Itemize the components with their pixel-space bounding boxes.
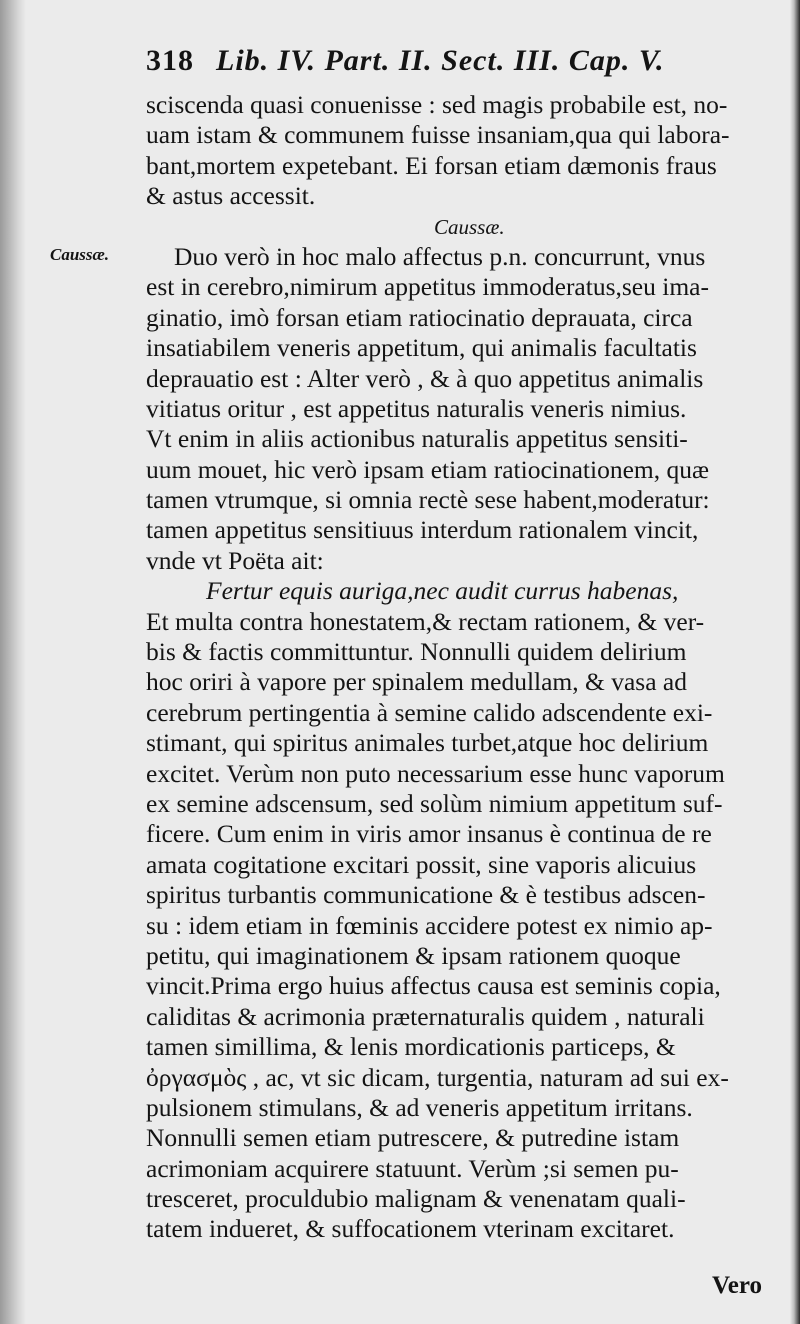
text-line: caliditas & acrimonia præternaturalis quidem , naturali (146, 1001, 705, 1031)
text-line: ὀργασμὸς , ac, vt sic dicam, turgentia, naturam ad sui ex- (146, 1062, 729, 1092)
text-line: deprauatio est : Alter verò , & à quo appetitus animalis (146, 363, 704, 393)
text-line: amata cogitatione excitari possit, sine vaporis alicuius (146, 849, 697, 879)
running-header (146, 44, 736, 78)
text-line: excitet. Verùm non puto necessarium esse hunc vaporum (146, 758, 725, 788)
text-line: ginatio, imò forsan etiam ratiocinatio deprauata, circa (146, 302, 693, 332)
text-line: acrimoniam acquirere statuunt. Verùm ;si semen pu- (146, 1153, 679, 1183)
text-line: tamen simillima, & lenis mordicationis particeps, & (146, 1032, 676, 1062)
running-title: Lib. IV. Part. II. Sect. III. Cap. V. (216, 44, 665, 77)
text-line: ficere. Cum enim in viris amor insanus è continua de re (146, 819, 712, 849)
text-line: vnde vt Poëta ait: (146, 545, 324, 575)
catchword: Vero (712, 1272, 762, 1299)
text-line: ex semine adscensum, sed solùm nimium appetitum suf- (146, 788, 723, 818)
text-line: Vt enim in aliis actionibus naturalis appetitus sensiti- (146, 424, 688, 454)
text-line: tresceret, proculdubio malignam & venenatam quali- (146, 1184, 686, 1214)
text-line: bis & factis committuntur. Nonnulli quidem delirium (146, 637, 687, 667)
text-line: tamen appetitus sensitiuus interdum rationalem vincit, (146, 515, 699, 545)
text-line: uum mouet, hic verò ipsam etiam ratiocinationem, quæ (146, 454, 709, 484)
text-line: bant,mortem expetebant. Ei forsan etiam dæmonis fraus (146, 150, 717, 180)
text-line: Et multa contra honestatem,& rectam rationem, & ver- (146, 606, 705, 636)
text-line: vitiatus oritur , est appetitus naturalis veneris nimius. (146, 393, 687, 423)
text-line: & astus accessit. (146, 181, 316, 211)
text-line: sciscenda quasi conuenisse : sed magis probabile est, no- (146, 90, 728, 119)
body-text (146, 90, 772, 1245)
text-line: vincit.Prima ergo huius affectus causa est seminis copia, (146, 971, 721, 1001)
text-line: spiritus turbantis communicatione & è testibus adscen- (146, 880, 706, 910)
text-line: uam istam & communem fuisse insaniam,qua qui labora- (146, 120, 730, 150)
text-line: pulsionem stimulans, & ad veneris appetitum irritans. (146, 1092, 693, 1122)
section-heading: Caussæ. (434, 214, 505, 239)
verse-quote: Fertur equis auriga,nec audit currus habenas, (206, 576, 679, 606)
text-line: cerebrum pertingentia à semine calido adscendente exi- (146, 697, 713, 727)
text-line: insatiabilem veneris appetitum, qui animalis facultatis (146, 333, 697, 363)
text-line: stimant, qui spiritus animales turbet,atque hoc delirium (146, 728, 709, 758)
text-line: petitu, qui imaginationem & ipsam rationem quoque (146, 940, 681, 970)
text-line: Nonnulli semen etiam putrescere, & putredine istam (146, 1123, 680, 1153)
text-line: Duo verò in hoc malo affectus p.n. concurrunt, vnus (174, 241, 706, 271)
text-line: su : idem etiam in fœminis accidere potest ex nimio ap- (146, 910, 713, 940)
text-line: est in cerebro,nimirum appetitus immoderatus,seu ima- (146, 272, 709, 302)
page-number: 318 (146, 44, 194, 77)
margin-note: Caussæ. (50, 245, 110, 264)
text-line: tatem indueret, & suffocationem vterinam excitaret. (146, 1214, 675, 1244)
text-line: hoc oriri à vapore per spinalem medullam, & vasa ad (146, 667, 687, 697)
text-line: tamen vtrumque, si omnia rectè sese habent,moderatur: (146, 485, 710, 515)
